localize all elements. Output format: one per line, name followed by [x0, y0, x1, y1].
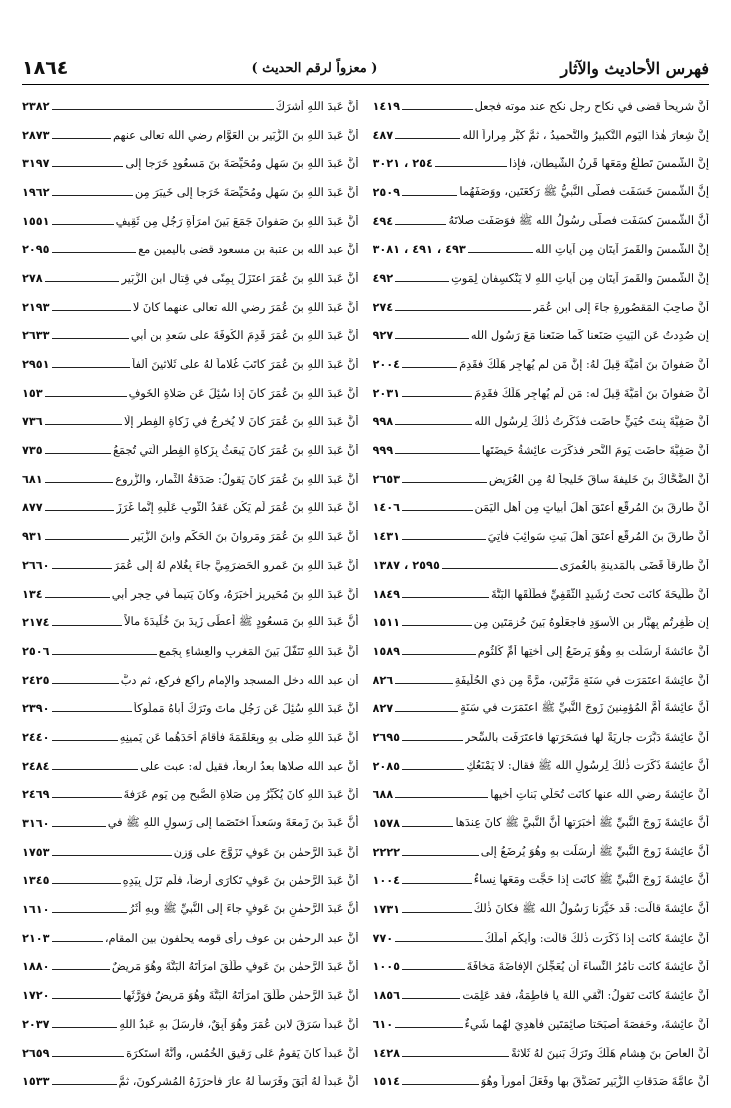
entry-hadith-number: ٤٩٤ [372, 214, 394, 228]
index-entry [22, 494, 359, 523]
leader-line [52, 883, 121, 884]
index-entry [373, 121, 710, 150]
entry-hadith-number: ٢٦٦٠ [22, 558, 50, 572]
entry-hadith-number: ١٧٥٣ [22, 845, 50, 859]
page-subtitle: ( معزواً لرقم الحديث ) [251, 60, 378, 76]
entry-hadith-number: ٢٦٩٥ [372, 730, 401, 744]
index-entry [373, 867, 710, 896]
entry-text: أنَّ عَبدَ اللهِ بنَ سَهلٍ ومُحَيِّصَةَ خَرَجا إلى خَيبَرَ مِن [134, 185, 359, 199]
index-entry [22, 522, 359, 551]
leader-line [52, 625, 123, 626]
index-entry [373, 293, 710, 322]
entry-hadith-number: ١٥٣٣ [22, 1075, 50, 1089]
index-entry [22, 92, 359, 121]
index-entry [22, 694, 359, 723]
index-entry [373, 895, 710, 924]
leader-line [45, 482, 114, 483]
entry-hadith-number: ١٥١١ [372, 616, 401, 630]
entry-text: أنَّ عَبدَ اللهِ بنَ مُحَيرِيزٍ أخبَرَهُ، وكانَ يَتيماً في حِجرِ أبي [111, 587, 359, 601]
leader-line [395, 338, 469, 339]
entry-text: إنَّ الشَّمسَ تَطلُعُ ومَعَها قَرنُ الشَّيطانِ، فإذا [508, 157, 709, 171]
entry-hadith-number: ١٨٨٠ [22, 960, 50, 974]
entry-text: أنَّ عَبدَ اللهِ بنَ عَمرِو الحَضرَمِيَّ جاءَ بِغُلامٍ لهُ إلى عُمَرَ [113, 558, 359, 572]
leader-line [395, 138, 460, 139]
index-entry [22, 178, 359, 207]
leader-line [45, 539, 129, 540]
leader-line [402, 654, 476, 655]
index-entry [373, 723, 710, 752]
leader-line [395, 310, 531, 311]
leader-line [395, 1027, 462, 1028]
entry-hadith-number: ٨٧٧ [22, 501, 43, 515]
index-entry [373, 1067, 710, 1096]
index-entry [22, 379, 359, 408]
index-entry [373, 522, 710, 551]
leader-line [402, 597, 489, 598]
entry-hadith-number: ٤٩٢ [372, 271, 394, 285]
index-entry [373, 580, 710, 609]
leader-line [52, 195, 133, 196]
entry-hadith-number: ٧٧٠ [372, 931, 394, 945]
leader-line [402, 109, 472, 110]
index-entry [22, 924, 359, 953]
entry-hadith-number: ٢٤٨٤ [22, 759, 50, 773]
index-entry [373, 322, 710, 351]
entry-hadith-number: ١٤٢٨ [372, 1046, 401, 1060]
entry-text: أنَّ عبد الرحمٰن بن عوف رأى قومه يحلفون بين المقام، [104, 931, 359, 945]
entry-text: إنَّ الشَّمسَ خَسَفَت فصلَّى النَّبيُّ ﷺ رَكعَتَين، ووَصَفَهُما [459, 184, 709, 198]
entry-text: إنَّ الشَّمسَ والقَمرَ آيتَانِ مِن آياتِ الله [535, 243, 709, 257]
entry-hadith-number: ٢٧٨ [22, 271, 43, 285]
entry-hadith-number: ٢٨٧٣ [22, 128, 50, 142]
leader-line [52, 941, 103, 942]
entry-hadith-number: ٦٨٨ [372, 788, 394, 802]
entry-hadith-number: ٢٦٥٣ [372, 472, 401, 486]
entry-hadith-number: ٢٥٩٥ ، ١٣٨٧ [372, 558, 440, 572]
entry-text: إن ظَفِرتُم بِهبَّارِ بنِ الأَسوَدِ فاجعَلُوهُ بَينَ حُزمَتَينِ مِن [473, 616, 709, 630]
leader-line [402, 912, 472, 913]
entry-hadith-number: ٢٧٤ [372, 300, 394, 314]
leader-line [435, 166, 507, 167]
leader-line [52, 797, 122, 798]
entry-text: أنَّ العاصَ بنَ هِشامٍ هَلَكَ وتَرَكَ بَنينَ لهُ ثَلاثةً [510, 1046, 709, 1060]
leader-line [52, 912, 127, 913]
entry-text: أنَّ عائِشةَ دَبَّرَت جارِيَةً لها فسَحَرَتها فاعتَرَفَت بالسِّحرِ [464, 730, 709, 744]
entry-text: أنَّ عائِشةَ أُمَّ المُؤمِنينَ زَوجَ النَّبيِّ ﷺ اعتَمَرَت في سَنَةٍ [460, 701, 709, 715]
leader-line [52, 740, 118, 741]
entry-text: أنَّ طارِقَ بنَ المُرقَّعِ أعتَقَ أهلَ أبياتٍ مِن أهلِ اليَمَنِ [474, 501, 709, 515]
leader-line [402, 539, 486, 540]
entry-text: أنَّ عائِشةَ رضي الله عنها كانَت تُحَلِّي بَناتِ أخيها [490, 788, 709, 802]
leader-line [402, 855, 479, 856]
entry-hadith-number: ١٩٦٢ [22, 185, 50, 199]
entry-hadith-number: ١٥٣ [22, 386, 43, 400]
leader-line [402, 998, 460, 999]
entry-text: أنَّ عائشةَ أرسَلَت بهِ وهُوَ يَرضَعُ إلى أُختِها أُمِّ كُلثُومٍ [477, 644, 709, 658]
leader-line [45, 281, 120, 282]
index-entry [22, 436, 359, 465]
leader-line [395, 224, 446, 225]
index-entry [22, 580, 359, 609]
entry-hadith-number: ٧٣٥ [22, 444, 43, 458]
index-entry [373, 235, 710, 264]
index-entry [22, 637, 359, 666]
entry-hadith-number: ١٥٨٩ [372, 644, 401, 658]
entry-hadith-number: ١٣٤ [22, 587, 43, 601]
entry-hadith-number: ٢٩٥١ [22, 358, 50, 372]
leader-line [52, 969, 110, 970]
index-entry [22, 752, 359, 781]
entry-hadith-number: ٨٢٧ [372, 702, 394, 716]
entry-text: أنَّ الشَّمسَ كسَفَت فصلَّى رسُولُ الله ﷺ فوَصَفَت صلاتَهُ [448, 213, 709, 227]
entry-hadith-number: ٢٠٨٥ [372, 759, 401, 773]
entry-text: أنَّ عَبدَ اللهِ بنَ سَهلٍ ومُحَيِّصَةَ بنَ مَسعُودٍ خَرَجا إلى [125, 157, 359, 171]
entry-hadith-number: ٢٢٢٢ [372, 845, 401, 859]
entry-text: أن عبد الله دخل المسجد والإمام راكع فركع، ثم دبَّ [120, 673, 359, 687]
entry-hadith-number: ١٨٤٩ [372, 587, 401, 601]
index-entry [22, 207, 359, 236]
entry-hadith-number: ٤٨٧ [372, 128, 394, 142]
leader-line [468, 252, 533, 253]
index-entry [22, 408, 359, 437]
index-entry [22, 322, 359, 351]
entry-hadith-number: ١٠٠٥ [372, 960, 401, 974]
leader-line [402, 195, 457, 196]
index-column-left [22, 92, 359, 1096]
leader-line [402, 769, 464, 770]
entry-text: أنَّ طارِقاً قَضَى بالمَدينةِ بالعُمرَى [559, 558, 709, 572]
leader-line [45, 424, 122, 425]
page-header [22, 54, 709, 82]
index-entry [22, 809, 359, 838]
entry-hadith-number: ٢٦٣٣ [22, 329, 50, 343]
entry-text: إن صُدِدتُ عَنِ البَيتِ صَنَعنا كَما صَنَعنا مَعَ رَسُولِ الله [470, 329, 709, 343]
entry-text: أنَّ عبد الله بن عتبة بن مسعود قضى باليمين مع [138, 243, 359, 257]
leader-line [52, 654, 157, 655]
entry-hadith-number: ١٤٠٦ [372, 501, 401, 515]
leader-line [52, 310, 131, 311]
index-entry [22, 350, 359, 379]
entry-hadith-number: ٢٣٩٠ [22, 702, 50, 716]
entry-hadith-number: ٢٣٨٢ [22, 99, 50, 113]
entry-hadith-number: ٩٣١ [22, 530, 43, 544]
entry-hadith-number: ١٧٣١ [372, 903, 401, 917]
entry-text: أنَّ صَفوانَ بنَ أُمَيَّةَ قِيلَ له: مَن لَم يُهاجِر هَلَكَ فقَدِمَ [474, 386, 709, 400]
leader-line [52, 166, 124, 167]
index-entry [373, 781, 710, 810]
entry-hadith-number: ٩٩٨ [372, 415, 394, 429]
entry-text: أنَّ عَبدَ اللهِ بنَ صَفوانَ جَمَعَ بَينَ امرَأةِ رَجُلٍ مِن ثَقِيفٍ [115, 214, 359, 228]
entry-text: أنَّ عائِشةَ اعتَمَرَت في سَنَةٍ مَرَّتَينِ، مرَّةً مِن ذي الحُلَيفَةِ [454, 673, 709, 687]
entry-hadith-number: ١٣٤٥ [22, 874, 50, 888]
entry-text: أنَّ عَبدَ اللهِ بنَ عُمَرَ كانَ يَقولُ: صَدَقةُ الثِّمارِ، والزُّروعِ [115, 472, 359, 486]
entry-hadith-number: ٢٦٥٩ [22, 1046, 50, 1060]
entry-text: أنَّ عَبدَ اللهِ صَلَّى بهِ وبِعَلقَمَةَ فأقامَ أحَدَهُما عَن يَمينِهِ [119, 730, 359, 744]
entry-hadith-number: ١٧٢٠ [22, 989, 50, 1003]
entry-text: أنَّ عَبدَ اللهِ بنَ عُمَرَ كانَ لا يُخرِجُ في زَكاةِ الفِطرِ إلَّا [123, 415, 359, 429]
leader-line [442, 568, 558, 569]
leader-line [402, 826, 453, 827]
entry-text: أنَّ عَبدَ الرَّحمٰنِ بنَ عَوفٍ جاءَ إلى النَّبيِّ ﷺ وبهِ أثَرُ [128, 902, 359, 916]
leader-line [52, 683, 119, 684]
index-entry [373, 408, 710, 437]
leader-line [45, 396, 127, 397]
entry-text: أنَّ عبد الله صلاها بعدُ اربعاً، فقيل له: عبت على [140, 759, 359, 773]
index-entry [373, 666, 710, 695]
index-entry [373, 752, 710, 781]
entry-hadith-number: ١٨٥٦ [372, 989, 401, 1003]
entry-text: أنَّ عَبداً سَرَقَ لابنِ عُمَرَ وهُوَ آبِقٌ، فأرسَلَ بهِ عَبدُ اللهِ [119, 1017, 359, 1031]
page-number: ١٨٦٤ [22, 57, 69, 79]
entry-hadith-number: ١٦١٠ [22, 903, 50, 917]
leader-line [52, 855, 172, 856]
entry-hadith-number: ٦٨١ [22, 472, 43, 486]
entry-text: أنَّ عَبدَ الرَّحمٰنِ بنَ عَوفٍ تَكارَى أرضاً، فلَم تَزَل بِيَدِهِ [122, 874, 359, 888]
entry-hadith-number: ٢٥٠٦ [22, 644, 50, 658]
entry-text: أنَّ عَبدَ الرَّحمٰنِ بنَ عَوفٍ تَزَوَّجَ على وَزنِ [173, 845, 359, 859]
entry-hadith-number: ٢٠٣١ [372, 386, 401, 400]
entry-text: أنَّ عَبدَ اللهِ أشرَكَ [275, 99, 359, 113]
entry-text: أنَّ عَبدَ اللهِ بنَ عُمَرَ اعتَزَلَ بِمِنًى في قِتالِ ابنِ الزُّبَيرِ [121, 271, 359, 285]
entry-text: أنَّ صَفِيَّةَ بِنتَ حُيَيٍّ حاضَت فذَكَرتُ ذٰلكَ لِرسُولِ الله [474, 415, 709, 429]
entry-text: أنَّ عَبدَ بنَ زَمعَةَ وسَعداً اختَصَما إلى رَسولِ اللهِ ﷺ في [107, 816, 359, 830]
entry-text: أنَّ عائِشةَ زَوجَ النَّبيِّ ﷺ كانَت إذا حَجَّت ومَعَها نِساءٌ [473, 873, 709, 887]
index-entry [373, 264, 710, 293]
entry-text: أنَّ عَبدَ اللهِ بنَ عُمَرَ ومَروانَ بنَ الحَكَمِ وابنَ الزُّبَيرِ [131, 530, 359, 544]
index-entry [373, 465, 710, 494]
index-entry [22, 1039, 359, 1068]
index-entry [22, 781, 359, 810]
entry-text: إنَّ شِعارَ هٰذا اليَوم التَّكبيرُ والتَّحميدُ ، ثمَّ كبَّر مِراراً الله [462, 128, 709, 142]
entry-hadith-number: ٧٣٦ [22, 415, 43, 429]
index-entry [22, 1010, 359, 1039]
page-title: فهرس الأحاديث والآثار [560, 58, 709, 78]
index-entry [373, 350, 710, 379]
entry-text: إنَّ الشَّمسَ والقَمرَ آيتَانِ مِن آياتِ اللهِ لا يَنْكسِفانِ لِمَوتِ [451, 271, 709, 285]
entry-text: أنَّ عَبداً كانَ يَقومُ عَلى رَقيقِ الخُمُسِ، وأنَّهُ استَكرَهَ [126, 1046, 359, 1060]
leader-line [402, 969, 465, 970]
entry-hadith-number: ١٥٥١ [22, 214, 50, 228]
entry-text: أنَّ صَفِيَّةَ حاضَت يَومَ النَّحرِ فذكَرَت عائِشةُ حَيضَتَها [481, 444, 709, 458]
entry-hadith-number: ٩٩٩ [372, 444, 394, 458]
leader-line [52, 568, 112, 569]
index-entry [373, 494, 710, 523]
entry-text: أنَّ عَبدَ اللهِ بنَ عُمَرَ لَم يَكُن عَقدُ الثَّوبِ عَلَيهِ إنَّما غَرَزَ [116, 501, 359, 515]
leader-line [52, 367, 130, 368]
index-entry [22, 981, 359, 1010]
entry-hadith-number: ٢٠٩٥ [22, 243, 50, 257]
index-entry [373, 838, 710, 867]
index-entry [22, 551, 359, 580]
index-entry [22, 666, 359, 695]
entry-hadith-number: ٢٥٤ ، ٣٠٢١ [372, 157, 433, 171]
index-entry [373, 1010, 710, 1039]
header-rule [22, 84, 709, 85]
entry-hadith-number: ١٥١٤ [372, 1075, 401, 1089]
index-entry [373, 551, 710, 580]
index-entry [22, 867, 359, 896]
entry-hadith-number: ٤٩٣ ، ٤٩١ ، ٣٠٨١ [372, 243, 466, 257]
entry-text: أنَّ عَبدَ اللهِ بنَ عُمَرَ رضي الله تعالى عنهما كانَ لا [132, 300, 359, 314]
leader-line [402, 396, 472, 397]
entry-text: أنَّ عَبدَ اللهِ تَنَفَّلَ بَينَ المَغرِبِ والعِشاءِ بِجَمعٍ [158, 644, 359, 658]
entry-hadith-number: ٢٤٦٩ [22, 788, 50, 802]
leader-line [52, 1084, 117, 1085]
index-entry [373, 379, 710, 408]
leader-line [402, 482, 487, 483]
leader-line [52, 109, 274, 110]
leader-line [395, 711, 458, 712]
entry-text: أنَّ طُلَيحَةَ كانَت تَحتَ رُشَيدٍ الثَّقَفِيِّ فطَلَّقَها البَتَّةَ [491, 587, 709, 601]
entry-hadith-number: ٢١٠٣ [22, 931, 50, 945]
index-entry [22, 953, 359, 982]
entry-text: أنَّ عَبدَ اللهِ كانَ يُكَبِّرُ مِن صَلاةِ الصُّبحِ مِن يَومِ عَرَفةَ [123, 788, 359, 802]
index-entry [22, 895, 359, 924]
entry-text: أنَّ صَفوانَ بنَ أُمَيَّةَ قِيلَ لهُ: إنَّ مَن لم يُهاجِر هَلَكَ فقَدِمَ [459, 358, 709, 372]
entry-hadith-number: ١٠٠٤ [372, 874, 401, 888]
leader-line [52, 711, 132, 712]
leader-line [45, 510, 115, 511]
index-entry [373, 608, 710, 637]
index-entry [22, 723, 359, 752]
leader-line [52, 338, 129, 339]
entry-text: أنَّ عَبدَ اللهِ بنَ عُمَرَ كاتَبَ غُلاماً لهُ على ثَلاثينَ ألفاً [132, 358, 359, 372]
index-entry [22, 838, 359, 867]
leader-line [52, 252, 136, 253]
index-entry [373, 809, 710, 838]
entry-hadith-number: ٢١٧٤ [22, 616, 50, 630]
leader-line [52, 1027, 118, 1028]
index-columns [22, 92, 709, 1096]
index-entry [373, 1039, 710, 1068]
leader-line [402, 367, 457, 368]
index-entry [373, 953, 710, 982]
leader-line [52, 1056, 124, 1057]
entry-hadith-number: ٢٠٣٧ [22, 1017, 50, 1031]
leader-line [45, 453, 111, 454]
entry-text: أنَّ عائِشةَ قالَت: قَد خَيَّرَنا رَسُولُ الله ﷺ فكانَ ذٰلكَ [473, 902, 709, 916]
entry-hadith-number: ٣١٩٧ [22, 157, 50, 171]
leader-line [52, 826, 106, 827]
entry-text: أنَّ عامَّةَ صَدَقاتِ الزُّبَيرِ تَصَدَّقَ بها وفَعَلَ أُموراً وهُوَ [480, 1075, 709, 1089]
leader-line [52, 998, 121, 999]
entry-hadith-number: ٢٤٤٠ [22, 730, 50, 744]
leader-line [402, 1084, 479, 1085]
entry-hadith-number: ٨٢٦ [372, 673, 394, 687]
entry-text: أنَّ عائِشةَ زَوجَ النَّبيِّ ﷺ أرسَلَت بهِ وهُوَ يُرضَعُ إلى [480, 844, 709, 858]
index-entry [22, 121, 359, 150]
entry-hadith-number: ٣١٦٠ [22, 817, 50, 831]
leader-line [395, 683, 453, 684]
leader-line [395, 797, 488, 798]
entry-text: أنَّ عائِشةَ كانَت تَقولُ: اتَّقي اللهَ يا فاطِمَةُ، فقد عَلِمَت [462, 989, 709, 1003]
index-entry [373, 924, 710, 953]
index-entry [373, 178, 710, 207]
entry-text: أنَّ عائِشةَ ذَكَرَت ذٰلكَ لِرسُولِ الله ﷺ فقال: لا يَمْنَعُكِ [466, 758, 709, 772]
index-entry [373, 207, 710, 236]
entry-text: أنَّ عَبدَ اللهِ بنَ عُمَرَ كانَ يَبعَثُ بِزَكاةِ الفِطرِ الَّتي تُجمَعُ [112, 444, 359, 458]
index-entry [22, 1067, 359, 1096]
entry-text: أنَّ الضَّحَّاكَ بنَ خَليفةَ ساقَ خَليجاً لهُ مِن العُرَيضِ [488, 472, 709, 486]
index-entry [373, 92, 710, 121]
index-entry [373, 981, 710, 1010]
leader-line [395, 424, 472, 425]
entry-text: أنَّ عائِشةَ كانَت إذا ذَكَرَت ذٰلكَ قالَت: وأَيكُم أملَكُ [484, 931, 709, 945]
entry-text: أنَّ عَبدَ اللهِ سُئِلَ عَن رَجُلٍ ماتَ وتَرَكَ أباهُ مَملُوكاً [133, 702, 359, 716]
entry-text: أنَّ عَبداً لهُ أبَقَ وفَرَساً لهُ عارَ فأحرَزَهُ المُشرِكونَ، ثمَّ [118, 1075, 359, 1089]
entry-hadith-number: ٢١٩٣ [22, 300, 50, 314]
index-entry [373, 694, 710, 723]
entry-text: أنَّ عَبدَ اللهِ بنَ مَسعُودٍ ﷺ أعطَى زَيدَ بنَ خُلَيدَةَ مالاً [124, 615, 359, 629]
index-entry [373, 436, 710, 465]
leader-line [52, 138, 111, 139]
leader-line [402, 740, 463, 741]
entry-text: أنَّ طارِقَ بنَ المُرقَّعِ أعتَقَ أهلَ بَيتِ سَوائِبَ فأُتِيَ [487, 530, 709, 544]
leader-line [402, 1056, 509, 1057]
leader-line [395, 453, 480, 454]
leader-line [395, 941, 482, 942]
index-entry [22, 465, 359, 494]
entry-hadith-number: ١٤٣١ [372, 530, 401, 544]
entry-text: أنَّ عَبدَ اللهِ بنَ عُمَرَ قَدِمَ الكُوفَةَ على سَعدِ بنِ أبي [130, 329, 359, 343]
index-entry [22, 293, 359, 322]
entry-text: أنَّ عَبدَ اللهِ بنَ عُمَرَ كانَ إذا سُئِلَ عَن صَلاةِ الخَوفِ [128, 386, 359, 400]
index-entry [373, 149, 710, 178]
entry-text: أنَّ عائِشةَ زَوجَ النَّبيِّ ﷺ أخبَرَتها أنَّ النَّبيَّ ﷺ كانَ عِندَها [455, 816, 709, 830]
entry-text: أنَّ عائِشةَ، وحَفصَةَ أصبَحَتا صائِمَتَينِ فأُهدِيَ لهُما شَيءٌ [464, 1017, 709, 1031]
entry-hadith-number: ٦١٠ [372, 1017, 394, 1031]
leader-line [402, 510, 472, 511]
index-entry [373, 637, 710, 666]
entry-hadith-number: ١٥٧٨ [372, 817, 401, 831]
leader-line [395, 281, 449, 282]
entry-hadith-number: ٢٤٢٥ [22, 673, 50, 687]
index-entry [22, 608, 359, 637]
entry-text: أنَّ صاحِبَ المَقصُورةِ جاءَ إلى ابن عُمَر [532, 300, 709, 314]
leader-line [402, 625, 472, 626]
index-entry [22, 149, 359, 178]
leader-line [52, 769, 139, 770]
entry-hadith-number: ٢٥٠٩ [372, 185, 401, 199]
index-column-right [373, 92, 710, 1096]
index-entry [22, 264, 359, 293]
entry-text: أنَّ عَبدَ الرَّحمٰنِ طَلَّقَ امرَأتَهُ البَتَّةَ وهُوَ مَريضٌ فوَرَّثَها [122, 989, 359, 1003]
entry-text: أنَّ عَبدَ اللهِ بنَ الزُّبَيرِ بنِ العَوَّامِ رضي الله تعالى عنهم [113, 128, 359, 142]
entry-hadith-number: ١٤١٩ [372, 99, 401, 113]
entry-text: أنَّ شريحاً قضى في نكاح رجل نكح عند موته فجعل [474, 99, 709, 113]
leader-line [45, 597, 110, 598]
entry-text: أنَّ عَبدَ الرَّحمٰنِ بنَ عَوفٍ طَلَّقَ امرَأتَهُ البَتَّةَ وهُوَ مَريضٌ [111, 960, 359, 974]
entry-hadith-number: ٩٢٧ [372, 329, 394, 343]
leader-line [402, 883, 472, 884]
leader-line [52, 224, 114, 225]
entry-text: أنَّ عائِشةَ كانَت تأمُرُ النِّساءَ أن يُعَجِّلنَ الإفاضَةَ مَخافَةَ [466, 960, 709, 974]
index-entry [22, 235, 359, 264]
entry-hadith-number: ٢٠٠٤ [372, 358, 401, 372]
